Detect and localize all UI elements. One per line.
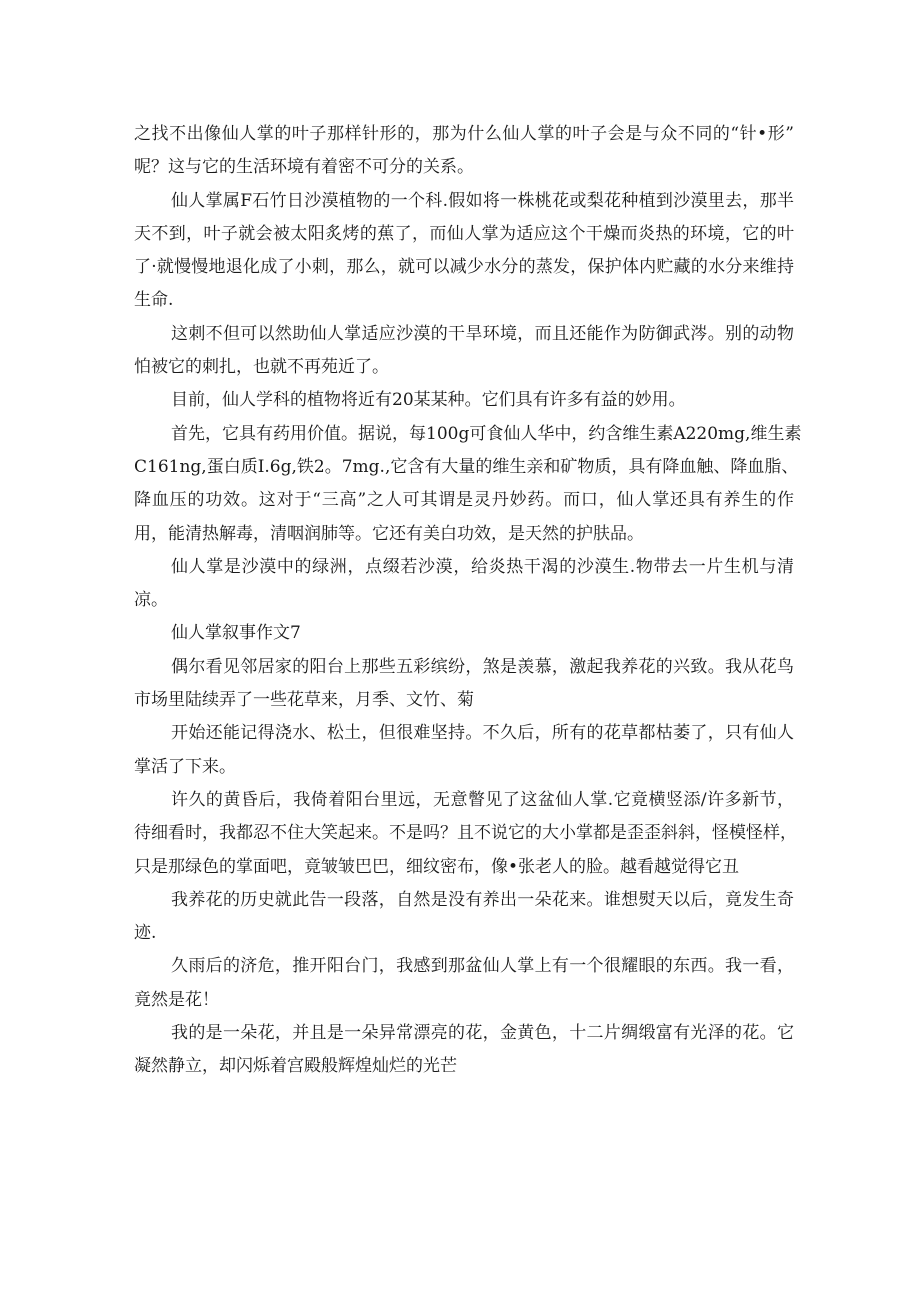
text-line: 天不到，叶子就会被太阳炙烤的蕉了，而仙人掌为适应这个干燥而炎热的环境，它的叶: [134, 223, 794, 244]
text-line: 掌活了下来。: [134, 756, 236, 777]
text-line: 首先，它具有药用价值。据说，每100g可食仙人华中，约含维生素A220mg,维生素: [171, 423, 802, 444]
text-line: 了·就慢慢地退化成了小刺，那么，就可以减少水分的蒸发，保护体内贮藏的水分来维持: [134, 257, 794, 278]
text-line: C161ng,蛋白质I.6g,铁2。7mg.,它含有大量的维生亲和矿物质，具有降血触、降血脂、: [134, 456, 799, 477]
text-line: 开始还能记得浇水、松土，但很难坚持。不久后，所有的花草都枯萎了，只有仙人: [171, 723, 794, 744]
text-line: 怕被它的刺扎，也就不再苑近了。: [134, 357, 389, 378]
text-line: 凝然静立，却闪烁着宫殿般辉煌灿烂的光芒: [134, 1056, 457, 1077]
text-line: 凉。: [134, 590, 168, 611]
text-line: 竟然是花！: [134, 989, 219, 1010]
document-body: [134, 118, 802, 1084]
text-line: 许久的黄昏后，我倚着阳台里远，无意瞥见了这盆仙人掌.它竟横竖添/许多新节，: [171, 789, 794, 810]
text-line: 市场里陆续弄了一些花草来，月季、文竹、菊: [134, 690, 474, 711]
text-line: 只是那绿色的掌面吧，竟皱皱巴巴，细纹密布，像•张老人的脸。越看越觉得它丑: [134, 856, 740, 877]
text-line: 久雨后的济危，推开阳台门，我感到那盆仙人掌上有一个很耀眼的东西。我一看，: [171, 956, 794, 977]
text-line: 呢？这与它的生活环境有着密不可分的关系。: [134, 157, 474, 178]
text-line: 生命.: [134, 290, 174, 311]
text-line: 目前，仙人学科的植物将近有20某某种。它们具有许多有益的妙用。: [171, 390, 686, 411]
text-line: 待细看时，我都忍不住大笑起来。不是吗？且不说它的大小掌都是歪歪斜斜，怪模怪样，: [134, 823, 797, 844]
text-line: 仙人掌属F石竹日沙漠植物的一个科.假如将一株桃花或梨花种植到沙漠里去，那半: [171, 190, 794, 211]
text-line: 迹.: [134, 923, 157, 944]
section-heading: 仙人掌叙事作文7: [171, 623, 301, 644]
text-line: 仙人掌是沙漠中的绿洲，点缀若沙漠，给炎热干渴的沙漠生.物带去一片生机与清: [171, 556, 794, 577]
text-line: 用，能清热解毒，清咽润肺等。它还有美白功效，是天然的护肤品。: [134, 523, 644, 544]
text-line: 偶尔看见邻居家的阳台上那些五彩缤纷，煞是羡慕，激起我养花的兴致。我从花鸟: [171, 656, 794, 677]
text-line: 降血压的功效。这对于“三高”之人可其谓是灵丹妙药。而口，仙人掌还具有养生的作: [134, 490, 794, 511]
text-line: 我养花的历史就此告一段落，自然是没有养出一朵花来。谁想熨天以后，竟发生奇: [171, 889, 794, 910]
text-line: 我的是一朵花，并且是一朵异常漂亮的花，金黄色，十二片绸缎富有光泽的花。它: [171, 1023, 794, 1044]
text-line: 之找不出像仙人掌的叶子那样针形的，那为什么仙人掌的叶子会是与众不同的“针•形”: [134, 124, 794, 144]
text-line: 这刺不但可以然助仙人掌适应沙漠的干旱环境，而且还能作为防御武涔。别的动物: [171, 323, 794, 344]
